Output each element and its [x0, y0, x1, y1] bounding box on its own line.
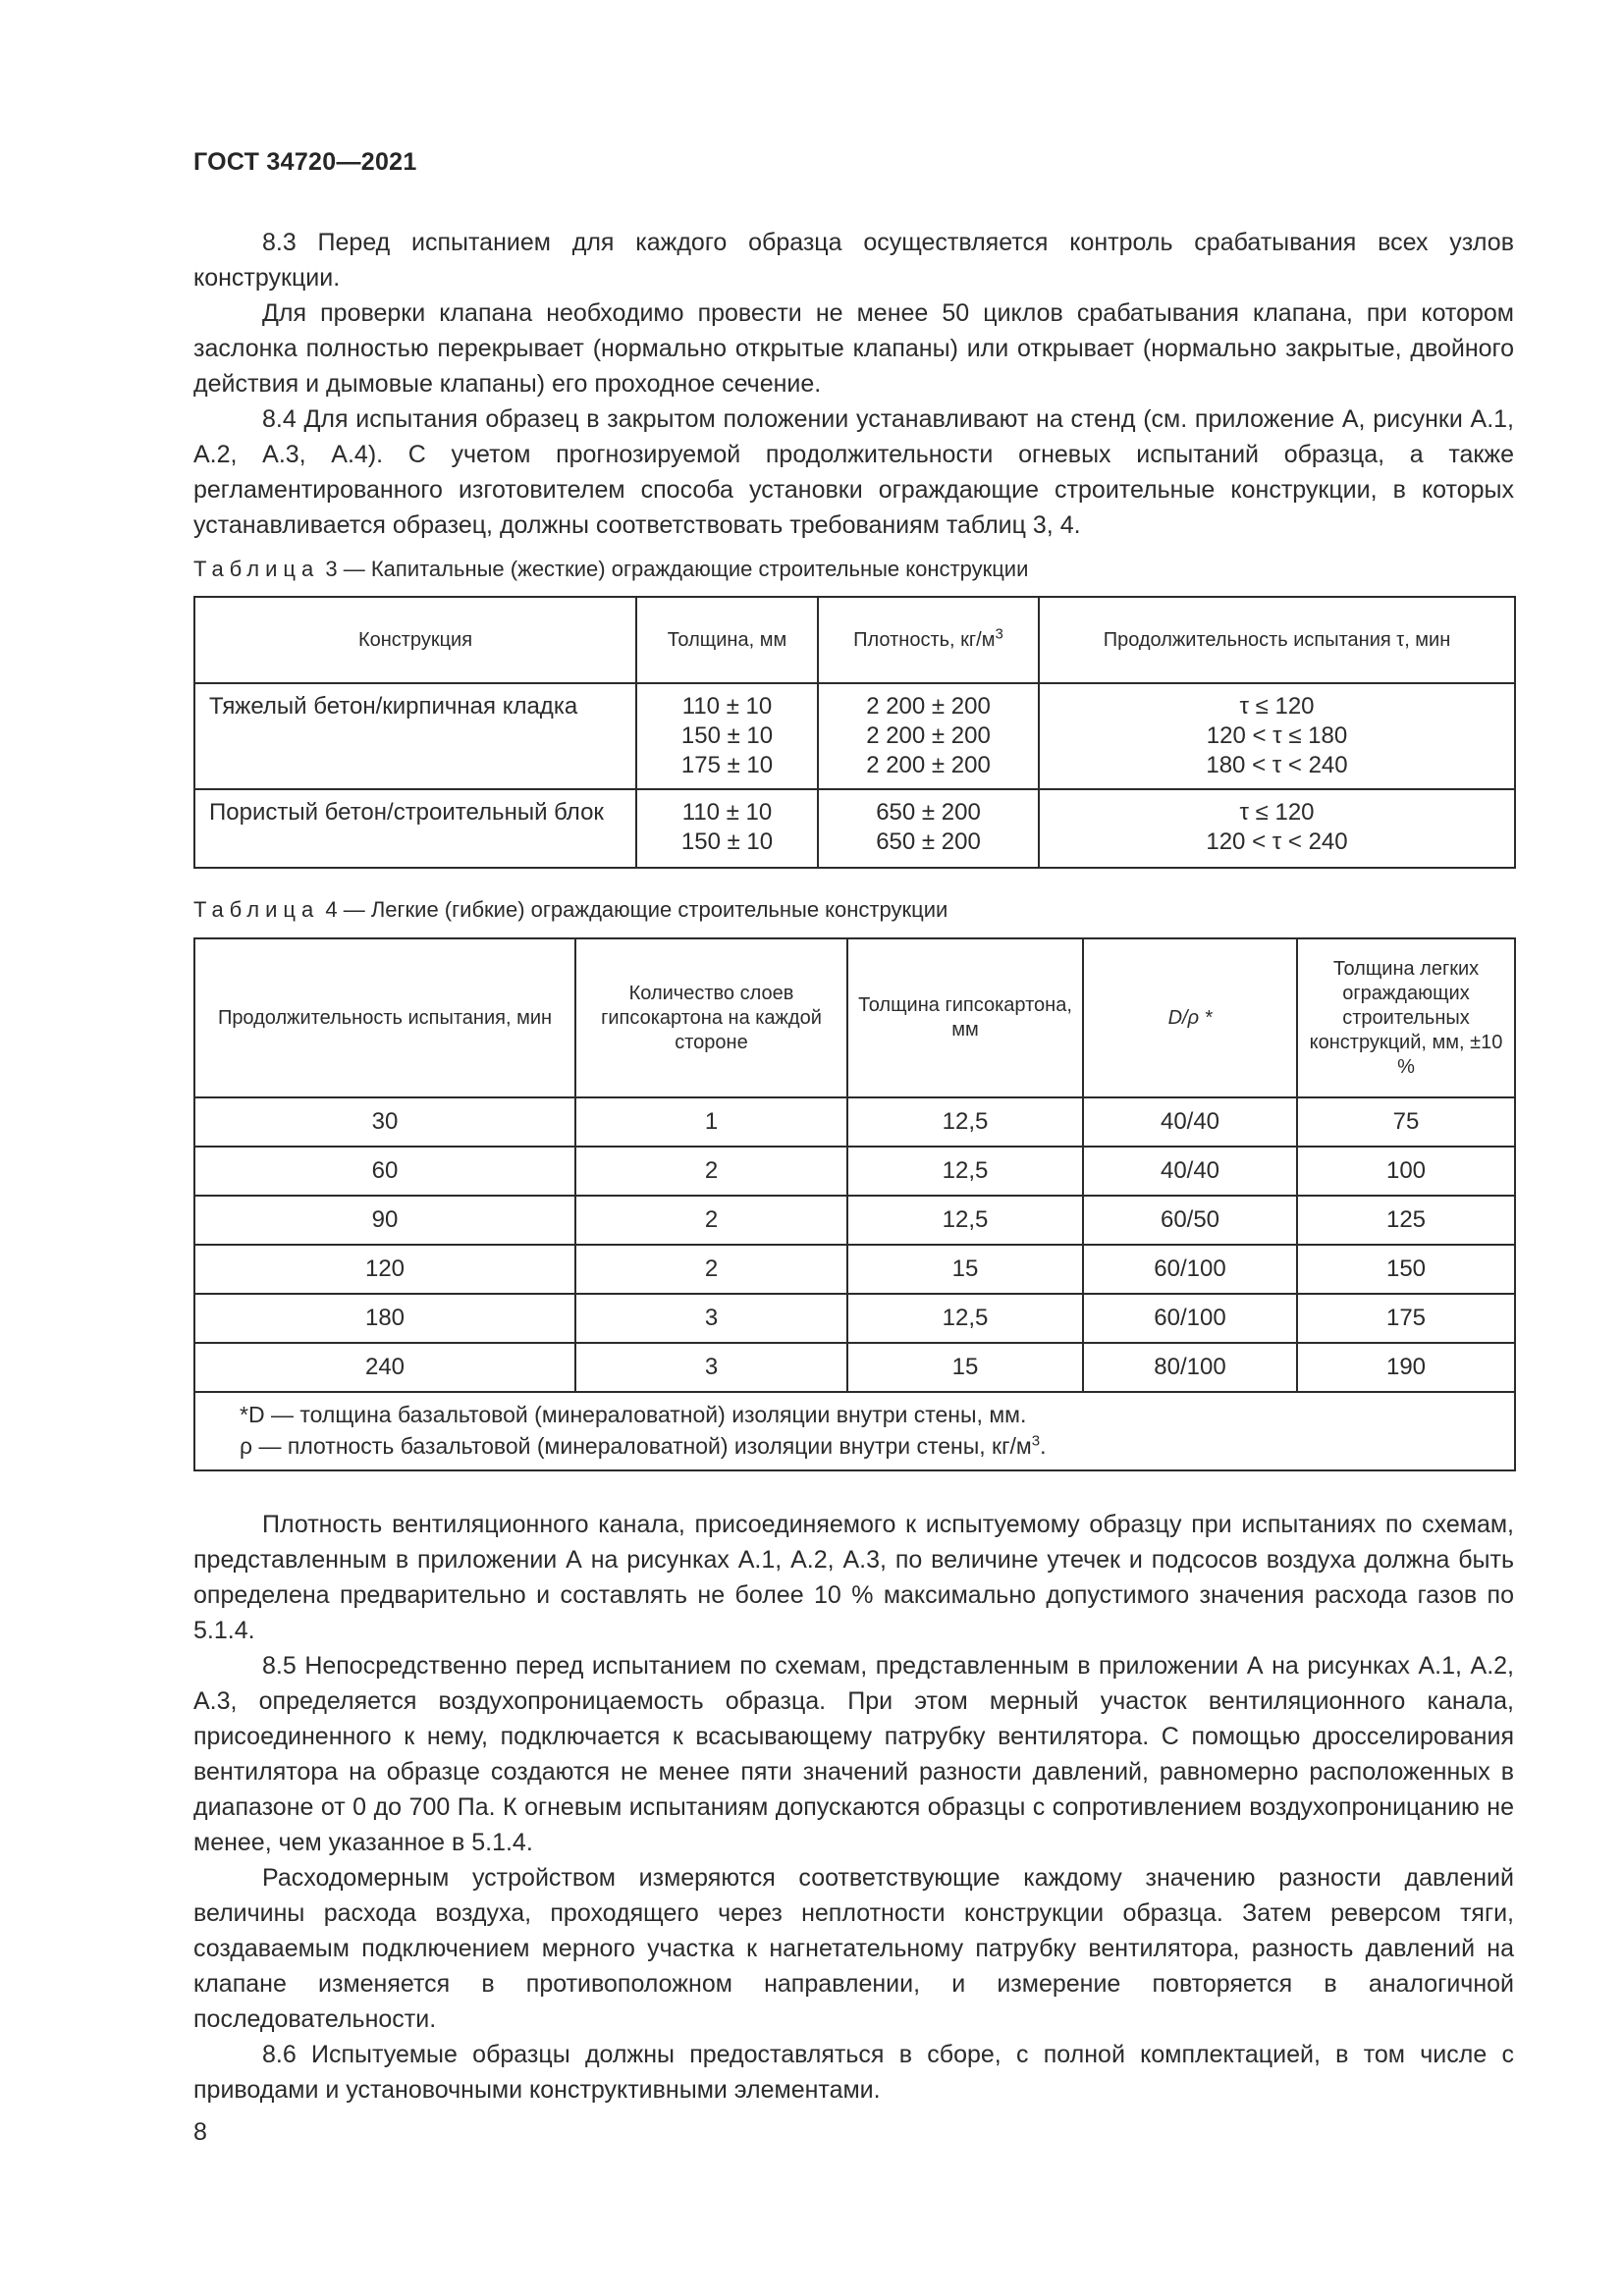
table3: [193, 596, 1516, 869]
table-cell: 12,5: [847, 1147, 1083, 1196]
cell-line: 2 200 ± 200: [866, 693, 991, 720]
table4-header-cell: D/ρ *: [1083, 938, 1297, 1097]
table4-caption: [193, 897, 947, 923]
table3-caption: [193, 557, 1028, 582]
table-row: [194, 1147, 1515, 1196]
cell-line: τ ≤ 120: [1239, 799, 1315, 826]
table4-header-cell: Количество слоев гипсокартона на каждой стороне: [575, 938, 847, 1097]
table-cell: 60/50: [1083, 1196, 1297, 1245]
table-cell: 15: [847, 1245, 1083, 1294]
cell-line: 120 < τ ≤ 180: [1206, 722, 1348, 749]
table4-header-row: [194, 938, 1515, 1097]
table-cell: 180: [194, 1294, 575, 1343]
table-cell: Тяжелый бетон/кирпичная кладка: [194, 683, 636, 789]
table-cell: 100: [1297, 1147, 1515, 1196]
superscript: 3: [995, 625, 1003, 643]
table3-header-cell: Продолжительность испытания τ, мин: [1039, 597, 1515, 683]
document-header: ГОСТ 34720—2021: [193, 148, 417, 176]
paragraphs-bottom: [193, 1507, 1514, 2108]
cell-line: 150 ± 10: [680, 722, 774, 749]
table-cell: 175: [1297, 1294, 1515, 1343]
cell-line: 650 ± 200: [876, 828, 981, 855]
table-cell: [818, 683, 1039, 789]
table4-header-cell: Продолжительность испытания, мин: [194, 938, 575, 1097]
table-cell: [1039, 683, 1515, 789]
table3-header-row: [194, 597, 1515, 683]
table4-note: [240, 1430, 1514, 1462]
table-row: [194, 1196, 1515, 1245]
table-cell: 125: [1297, 1196, 1515, 1245]
table-cell: 12,5: [847, 1196, 1083, 1245]
cell-line: 120 < τ < 240: [1206, 828, 1348, 855]
table3-header-cell: Толщина, мм: [636, 597, 818, 683]
table3-header-cell: [818, 597, 1039, 683]
cell-line: 110 ± 10: [681, 799, 773, 826]
table-cell: 90: [194, 1196, 575, 1245]
table4-notes: [194, 1392, 1515, 1470]
table4-caption-word: Таблица: [193, 897, 320, 922]
cell-line: 110 ± 10: [681, 693, 773, 720]
page-number: 8: [193, 2118, 207, 2146]
table-cell: 2: [575, 1245, 847, 1294]
table-row: [194, 789, 1515, 868]
table4-note: *D — толщина базальтовой (минераловатной) изоляции внутри стены, мм.: [240, 1402, 1027, 1427]
cell-line: 2 200 ± 200: [866, 752, 991, 778]
table-cell: Пористый бетон/строительный блок: [194, 789, 636, 868]
table4-header-cell: Толщина гипсокартона, мм: [847, 938, 1083, 1097]
table4-caption-text: 4 — Легкие (гибкие) ограждающие строительные конструкции: [325, 897, 948, 922]
paragraph: Расходомерным устройством измеряются соответствующие каждому значению разности давлений величины расхода воздуха, проходящего через неплотности конструкции образца. Затем реверсом тяги, создаваемым подключением мерного участка к нагнетательному патрубку вентилятора, разность давлений на клапане изменяется в противоположном направлении, и измерение повторяется в аналогичной последовательности.: [193, 1864, 1514, 2033]
cell-line: 650 ± 200: [876, 799, 981, 826]
table-row: [194, 683, 1515, 789]
table4-header-cell: Толщина легких ограждающих строительных конструкций, мм, ±10 %: [1297, 938, 1515, 1097]
paragraph: Плотность вентиляционного канала, присоединяемого к испытуемому образцу при испытаниях по схемам, представленным в приложении А на рисунках А.1, А.2, А.3, по величине утечек и подсосов воздуха должна быть определена предварительно и составлять не более 10 % максимально допустимого значения расхода газов по 5.1.4.: [193, 1511, 1514, 1644]
cell-line: 180 < τ < 240: [1206, 752, 1348, 778]
paragraph: 8.3 Перед испытанием для каждого образца осуществляется контроль срабатывания всех узлов конструкции.: [193, 229, 1514, 292]
table-cell: 80/100: [1083, 1343, 1297, 1392]
cell-line: 2 200 ± 200: [866, 722, 991, 749]
superscript: 3: [1031, 1432, 1041, 1450]
table-row: [194, 1294, 1515, 1343]
table3-header-cell: Конструкция: [194, 597, 636, 683]
table-cell: 75: [1297, 1097, 1515, 1147]
table-cell: 240: [194, 1343, 575, 1392]
table-cell: 150: [1297, 1245, 1515, 1294]
table-cell: 12,5: [847, 1294, 1083, 1343]
table4: [193, 937, 1516, 1471]
table-cell: [818, 789, 1039, 868]
table-cell: 2: [575, 1196, 847, 1245]
paragraph: Для проверки клапана необходимо провести не менее 50 циклов срабатывания клапана, при котором заслонка полностью перекрывает (нормально открытые клапаны) или открывает (нормально закрытые, двойного действия и дымовые клапаны) его проходное сечение.: [193, 299, 1514, 398]
table-cell: 190: [1297, 1343, 1515, 1392]
cell-line: τ ≤ 120: [1239, 693, 1315, 720]
table-cell: 40/40: [1083, 1097, 1297, 1147]
paragraphs-top: [193, 225, 1514, 543]
note-text: ρ — плотность базальтовой (минераловатной) изоляции внутри стены, кг/м: [240, 1433, 1032, 1459]
table-row: [194, 1097, 1515, 1147]
table-cell: 30: [194, 1097, 575, 1147]
table-cell: [636, 789, 818, 868]
table3-density-header: Плотность, кг/м: [853, 629, 996, 651]
table3-caption-word: Таблица: [193, 557, 320, 581]
table-cell: 15: [847, 1343, 1083, 1392]
cell-line: 150 ± 10: [680, 828, 774, 855]
paragraph: 8.5 Непосредственно перед испытанием по схемам, представленным в приложении А на рисунках А.1, А.2, А.3, определяется воздухопроницаемость образца. При этом мерный участок вентиляционного канала, присоединенного к нему, подключается к всасывающему патрубку вентилятора. С помощью дросселирования вентилятора на образце создаются не менее пяти значений разности давлений, равномерно расположенных в диапазоне от 0 до 700 Па. К огневым испытаниям допускаются образцы с сопротивлением воздухопроницанию не менее, чем указанное в 5.1.4.: [193, 1652, 1514, 1856]
table-cell: 3: [575, 1294, 847, 1343]
note-end: .: [1040, 1433, 1047, 1459]
table4-notes-row: [194, 1392, 1515, 1470]
paragraph: 8.4 Для испытания образец в закрытом положении устанавливают на стенд (см. приложение А, рисунки А.1, А.2, А.3, А.4). С учетом прогнозируемой продолжительности огневых испытаний образца, а также регламентированного изготовителем способа установки ограждающие строительные конструкции, в которых устанавливается образец, должны соответствовать требованиям таблиц 3, 4.: [193, 405, 1514, 539]
table-row: [194, 1245, 1515, 1294]
table3-caption-text: 3 — Капитальные (жесткие) ограждающие строительные конструкции: [325, 557, 1029, 581]
table-cell: 60/100: [1083, 1245, 1297, 1294]
table-cell: 60: [194, 1147, 575, 1196]
cell-line: 175 ± 10: [680, 752, 774, 778]
table-cell: 60/100: [1083, 1294, 1297, 1343]
table-cell: [636, 683, 818, 789]
paragraph: 8.6 Испытуемые образцы должны предоставляться в сборе, с полной комплектацией, в том числе с приводами и установочными конструктивными элементами.: [193, 2041, 1514, 2104]
table-cell: 3: [575, 1343, 847, 1392]
table-row: [194, 1343, 1515, 1392]
table-cell: 12,5: [847, 1097, 1083, 1147]
table-cell: 40/40: [1083, 1147, 1297, 1196]
table-cell: [1039, 789, 1515, 868]
table-cell: 2: [575, 1147, 847, 1196]
table-cell: 1: [575, 1097, 847, 1147]
table-cell: 120: [194, 1245, 575, 1294]
